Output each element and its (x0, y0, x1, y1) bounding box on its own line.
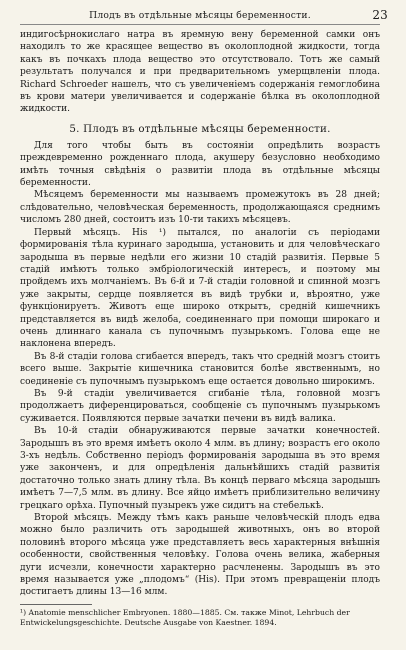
paragraph-6: Въ 10-й стадіи обнаруживаются первые зачатки конечностей. Зародышъ въ это время имѣетъ около 4 млм. въ длину; возрастъ его около 3-хъ недѣль. Собственно періодъ формированія зародыша въ это время уже законченъ, и для опредѣленія дальнѣйшихъ стадій развитія достаточно только знать длину тѣла. Въ концѣ перваго мѣсяца зародышъ имѣетъ 7—7,5 млм. въ длину. Все яйцо имѣетъ приблизительно величину грецкаго орѣха. Пупочный пузырекъ уже сидитъ на стебелькѣ. (20, 426, 380, 511)
paragraph-5: Въ 9-й стадіи увеличивается сгибаніе тѣла, головной мозгъ продолжаетъ диференцироваться, сообщеніе съ пупочнымъ пузырькомъ суживается. Появляются первые зачатки печени въ видѣ валика. (20, 388, 380, 424)
intro-paragraph: индигосѣрнокислаго натра въ яремную вену беременной самки онъ находилъ то же красящее вещество въ околоплодной жидкости, тогда какъ въ почкахъ плода вещество это отсутствовало. Тотъ же самый результатъ получался и при предварительномъ умерщвленіи плода. Richard Schroeder нашелъ, что съ увеличеніемъ содержанія гемоглобина въ крови матери увеличивается и содержаніе бѣлка въ околоплодной жидкости. (20, 30, 380, 115)
section-title: 5. Плодъ въ отдѣльные мѣсяцы беременности. (69, 122, 331, 135)
paragraph-7: Второй мѣсяцъ. Между тѣмъ какъ раньше человѣческій плодъ едва можно было различить отъ зародышей животныхъ, онъ во второй половинѣ второго мѣсяца уже представляетъ весь характерныя внѣшнія особенности, свойственныя человѣку. Голова очень велика, жаберныя дуги исчезли, конечности характерно расчленены. Зародышъ въ это время называется уже „плодомъ“ (His). При этомъ превращеніи плодъ достигаетъ длины 13—16 млм. (20, 513, 380, 598)
header-rule (20, 24, 380, 25)
page-number: 23 (372, 8, 388, 22)
running-title: Плодъ въ отдѣльные мѣсяцы беременности. (89, 10, 311, 21)
footnote-rule (20, 604, 92, 605)
paragraph-2: Мѣсяцемъ беременности мы называемъ промежутокъ въ 28 дней; слѣдовательно, человѣческая беременность, продолжающаяся среднимъ числомъ 280 дней, состоитъ изъ 10-ти такихъ мѣсяцевъ. (20, 190, 380, 226)
running-header (20, 8, 388, 24)
paragraph-4: Въ 8-й стадіи голова сгибается впередъ, такъ что средній мозгъ стоитъ всего выше. Закрытіе кишечника становится болѣе явственнымъ, но соединеніе съ пупочнымъ пузырькомъ еще остается довольно широкимъ. (20, 351, 380, 387)
footnote: ¹) Anatomie menschlicher Embryonen. 1880—1885. См. также Minot, Lehrbuch der Entwickelungsgeschichte. Deutsche Ausgabe von Kaestner. 1894. (20, 607, 350, 627)
paragraph-1: Для того чтобы быть въ состояніи опредѣлить возрастъ преждевременно рожденнаго плода, акушеру безусловно необходимо имѣть точныя свѣдѣнія о развитіи плода въ отдѣльные мѣсяцы беременности. (20, 140, 380, 189)
paragraph-3: Первый мѣсяцъ. His ¹) пытался, по аналогіи съ періодами формированія тѣла куринаго зародыша, установить и для человѣческаго зародыша въ первые недѣли его жизни 10 стадій развитія. Первые 5 стадій имѣютъ только эмбріологическій интересъ, и поэтому мы пройдемъ ихъ молчаніемъ. Въ 6-й и 7-й стадіи головной и спинной мозгъ уже закрыты, сердце появляется въ видѣ трубки и, вѣроятно, уже функціонируетъ. Животъ еще широко открытъ, средній кишечникъ представляется въ видѣ желоба, соединеннаго при помощи широкаго и очень длиннаго канала съ пупочнымъ пузырькомъ. Голова еще не наклонена впередъ. (20, 227, 380, 350)
